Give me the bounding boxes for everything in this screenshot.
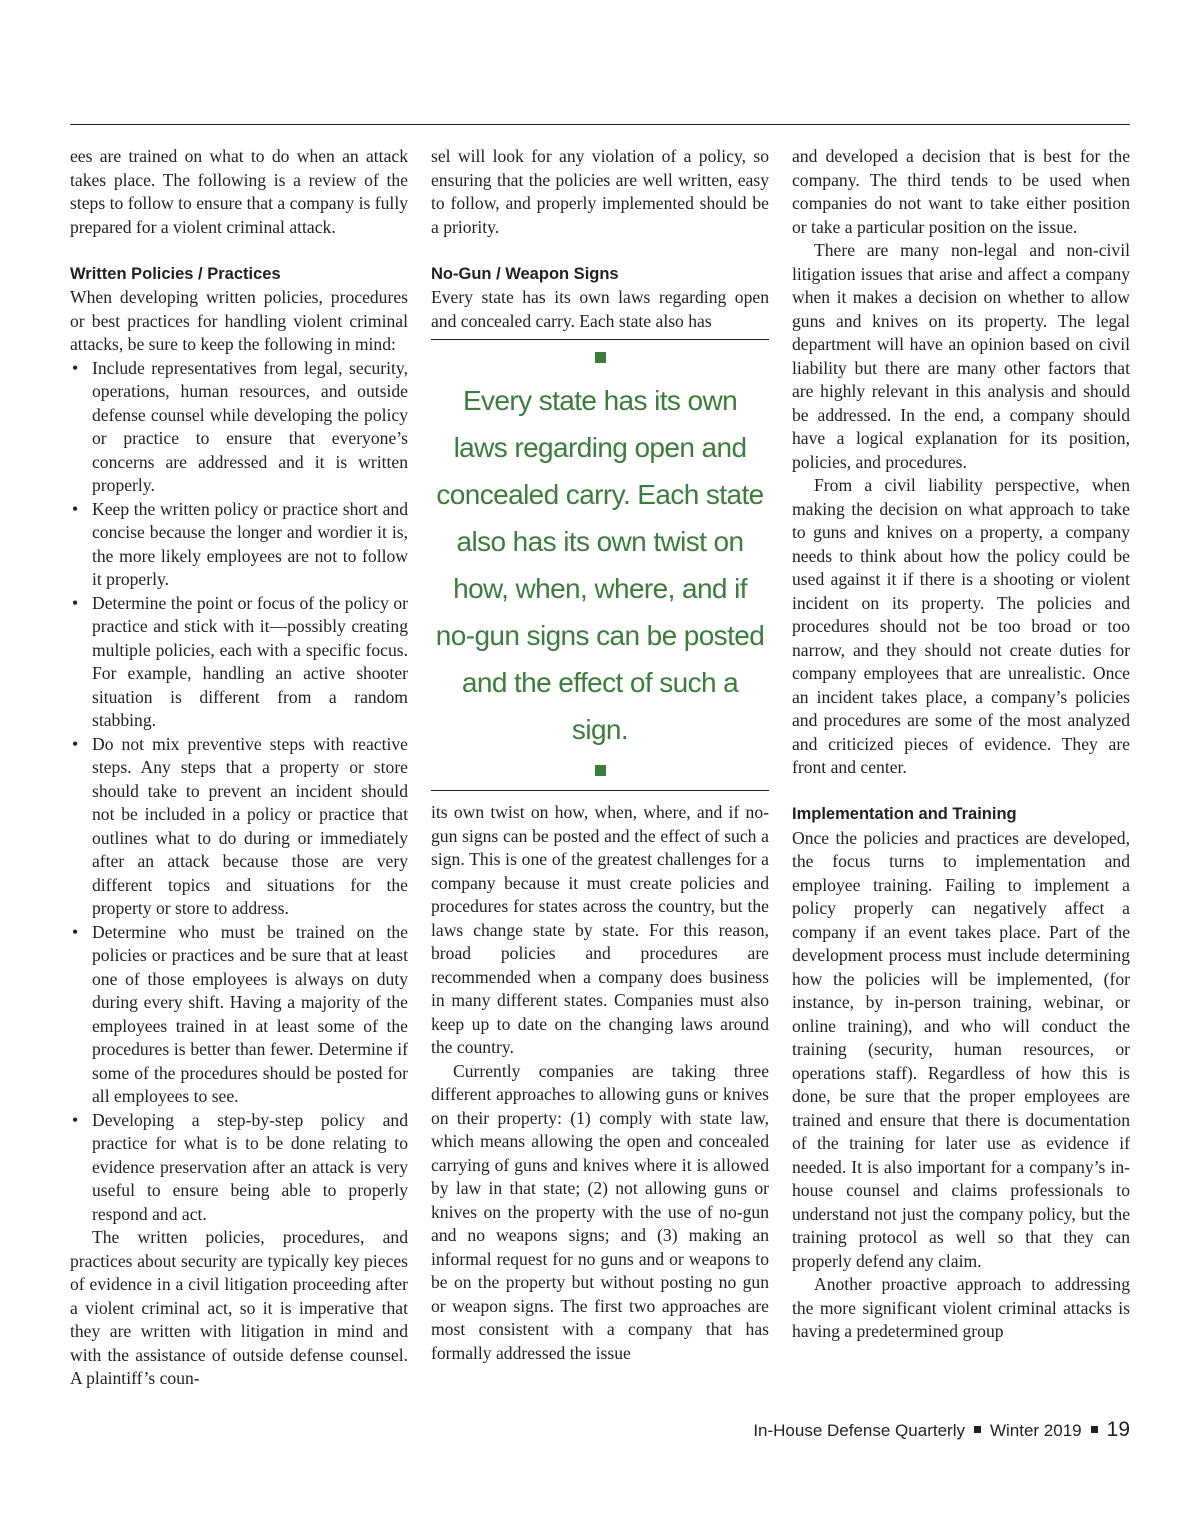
pull-quote xyxy=(431,339,769,791)
heading-implementation-training: Implementation and Training xyxy=(792,805,1017,823)
col2-paragraph-1: its own twist on how, when, where, and if no-gun signs can be posted and the effect of such a sign. This is one of the greatest challenges for a company because it must create policies and procedures for states across the country, but the laws change state by state. For this reason, broad policies and procedures are recommended when a company does business in many different states. Companies must also keep up to date on the changing laws around the country. xyxy=(431,802,769,1057)
heading-no-gun-signs: No-Gun / Weapon Signs xyxy=(431,264,619,283)
page-footer xyxy=(753,1418,1130,1442)
col2-paragraph-2: Currently companies are taking three different approaches to allowing guns or knives on their property: (1) comply with state law, which means allowing the open and concealed carrying of guns and knives where it is allowed by law in that state; (2) not allowing guns or knives on the property with the use of no-gun and no weapons signs; and (3) making an informal request for no guns and or weapons to be on the property but without posting no gun or weapon signs. The first two approaches are most consistent with a company that has formally addressed the issue xyxy=(431,1060,769,1363)
column-1 xyxy=(70,145,408,1391)
list-item: • Do not mix preventive steps with reactive steps. Any steps that a property or store should take to prevent an incident should not be included in a policy or practice that outlines what to do during or immediately after an attack because those are very different topics and situations for the property or store to address. xyxy=(70,733,408,921)
pull-quote-text: Every state has its own laws regarding open and concealed carry. Each state also has its own twist on how, when, where, and if no-gun signs can be posted and the effect of such a sign. xyxy=(435,385,765,745)
list-item: • Developing a step-by-step policy and practice for what is to be done relating to evidence preservation after an attack is very useful to ensure being able to properly respond and act. xyxy=(70,1109,408,1227)
col2-lead: Every state has its own laws regarding open and concealed carry. Each state also has xyxy=(431,287,769,331)
square-separator-icon xyxy=(1091,1426,1098,1433)
col3-intro: and developed a decision that is best for the company. The third tends to be used when companies do not want to take either position or take a particular position on the issue. xyxy=(792,146,1130,237)
pull-quote-top-rule xyxy=(431,339,769,340)
col3-paragraph-3: Once the policies and practices are developed, the focus turns to implementation and employee training. Failing to implement a policy properly can negatively affect a company if an event takes place. Part of the development process must include determining how the policies will be implemented, (for instance, by in-person training, webinar, or online training), and who will conduct the training (security, human resources, or operations staff). Regardless of how this is done, be sure that the proper employees are trained and ensure that there is documentation of the training for later use as evidence if needed. It is also important for a company’s in-house counsel and claims professionals to understand not just the company policy, but the training protocol as well so that they can properly defend any claim. xyxy=(792,827,1130,1271)
heading-written-policies: Written Policies / Practices xyxy=(70,264,281,283)
page-number: 19 xyxy=(1106,1418,1130,1441)
square-separator-icon xyxy=(974,1426,981,1433)
policy-bullet-list xyxy=(70,357,408,1227)
col2-intro: sel will look for any violation of a policy, so ensuring that the policies are well written, easy to follow, and properly implemented should be a priority. xyxy=(431,146,769,237)
column-2 xyxy=(431,145,769,1365)
issue-date: Winter 2019 xyxy=(989,1421,1082,1440)
col1-paragraph: The written policies, procedures, and practices about security are typically key pieces of evidence in a civil litigation proceeding after a violent criminal act, so it is imperative that they are written with litigation in mind and with the assistance of outside defense counsel. A plaintiff’s coun- xyxy=(70,1227,408,1388)
list-item: • Keep the written policy or practice short and concise because the longer and wordier it is, the more likely employees are not to follow it properly. xyxy=(70,498,408,592)
column-3 xyxy=(792,145,1130,1344)
publication-name: In-House Defense Quarterly xyxy=(753,1421,965,1440)
list-item: • Determine who must be trained on the policies or practices and be sure that at least one of those employees is always on duty during every shift. Having a majority of the employees trained in at least some of the procedures is better than fewer. Determine if some of the procedures should be posted for all employees to see. xyxy=(70,921,408,1109)
top-rule xyxy=(70,124,1130,125)
col1-intro: ees are trained on what to do when an attack takes place. The following is a review of the steps to follow to ensure that a company is fully prepared for a violent criminal attack. xyxy=(70,146,408,237)
col1-lead: When developing written policies, procedures or best practices for handling violent criminal attacks, be sure to keep the following in mind: xyxy=(70,287,408,354)
col3-paragraph-4: Another proactive approach to addressing the more significant violent criminal attacks is having a predetermined group xyxy=(792,1274,1130,1341)
col3-paragraph-2: From a civil liability perspective, when making the decision on what approach to take to guns and knives on a property, a company needs to think about how the policy could be used against it if there is a shooting or violent incident on its property. The policies and procedures should not be too broad or too narrow, and they should not create duties for company employees that are unrealistic. Once an incident takes place, a company’s policies and procedures are some of the most analyzed and criticized pieces of evidence. They are front and center. xyxy=(792,475,1130,777)
list-item: • Include representatives from legal, security, operations, human resources, and outside defense counsel while developing the policy or practice to ensure that everyone’s concerns are addressed and it is written properly. xyxy=(70,357,408,498)
pull-quote-bottom-rule xyxy=(431,790,769,791)
list-item: • Determine the point or focus of the policy or practice and stick with it—possibly creating multiple policies, each with a specific focus. For example, handling an active shooter situation is different from a random stabbing. xyxy=(70,592,408,733)
square-ornament-icon xyxy=(595,352,606,363)
square-ornament-icon xyxy=(595,765,606,776)
col3-paragraph-1: There are many non-legal and non-civil litigation issues that arise and affect a company when it makes a decision on whether to allow guns and knives on its property. The legal department will have an opinion based on civil liability but there are many other factors that are highly relevant in this analysis and should be addressed. In the end, a company should have a logical explanation for its position, policies, and procedures. xyxy=(792,240,1130,472)
